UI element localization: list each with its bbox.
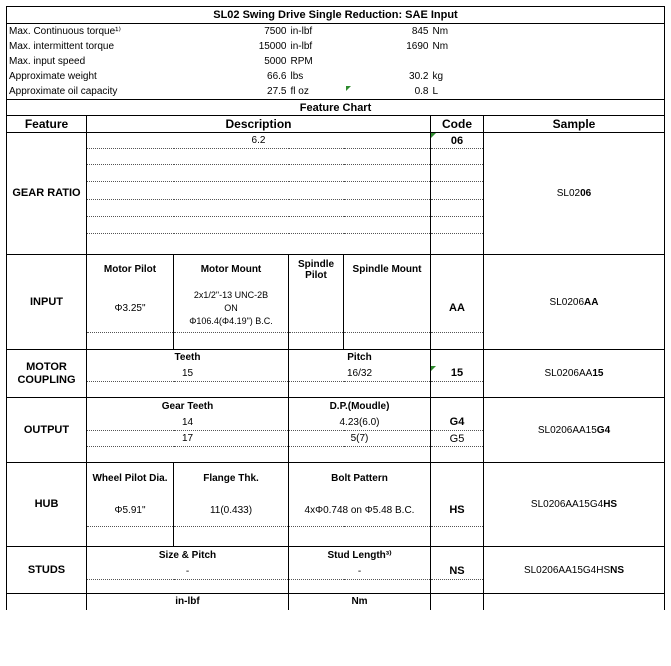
feature-input: INPUT <box>7 255 87 350</box>
feature-chart-title-row <box>7 100 665 116</box>
feature-motor-coupling: MOTOR COUPLING <box>7 350 87 398</box>
header-motor-mount: Motor Mount <box>174 255 289 285</box>
output-code: G4 <box>431 415 484 431</box>
header-sample: Sample <box>484 116 665 133</box>
header-dp: D.P.(Moudle) <box>289 398 431 415</box>
feature-hub: HUB <box>7 463 87 547</box>
input-sample: SL0206AA <box>484 255 665 350</box>
header-in-lbf: in-lbf <box>87 594 289 610</box>
spec-unit-metric: L <box>432 86 439 97</box>
input-header-row <box>7 255 665 285</box>
spindle-pilot-value <box>289 285 344 333</box>
spec-value-metric: 0.8 <box>344 84 431 100</box>
gear-ratio-code: 06 <box>431 133 484 149</box>
studs-sample: SL0206AA15G4HSNS <box>484 547 665 594</box>
spec-unit-metric: Nm <box>432 41 449 52</box>
hub-code: HS <box>431 495 484 527</box>
spindle-mount-value <box>344 285 431 333</box>
spec-value-imperial: 27.5 <box>174 84 289 100</box>
spec-label: Approximate oil capacity <box>7 84 174 100</box>
input-code: AA <box>431 285 484 333</box>
header-gear-teeth: Gear Teeth <box>87 398 289 415</box>
spec-value-imperial: 7500 <box>264 26 287 37</box>
bolt-pattern-value: 4xΦ0.748 on Φ5.48 B.C. <box>289 495 431 527</box>
spec-unit-imperial: fl oz <box>290 86 309 97</box>
spec-value-imperial: 15000 <box>258 41 287 52</box>
feature-chart-title: Feature Chart <box>7 100 665 116</box>
comment-marker-icon <box>346 86 351 91</box>
feature-studs: STUDS <box>7 547 87 594</box>
header-motor-pilot: Motor Pilot <box>87 255 174 285</box>
output-dp-value: 4.23(6.0) <box>289 415 431 431</box>
header-description: Description <box>87 116 431 133</box>
spec-row <box>7 84 665 100</box>
motor-coupling-sample: SL0206AA15 <box>484 350 665 398</box>
torque-header-row <box>7 594 665 610</box>
spec-label: Approximate weight <box>7 69 174 84</box>
header-pitch: Pitch <box>289 350 431 366</box>
output-dp-value: 5(7) <box>289 431 431 447</box>
header-stud-length: Stud Length³⁾ <box>289 547 431 564</box>
spec-unit-imperial: lbs <box>290 71 304 82</box>
header-spindle-mount: Spindle Mount <box>344 255 431 285</box>
motor-coupling-header-row <box>7 350 665 366</box>
spec-unit-metric: Nm <box>432 26 449 37</box>
header-feature: Feature <box>7 116 87 133</box>
gear-ratio-row <box>7 133 665 149</box>
spec-unit-metric: kg <box>432 71 444 82</box>
spec-table <box>6 6 665 610</box>
coupling-pitch-value: 16/32 <box>289 366 431 382</box>
hub-sample: SL0206AA15G4HS <box>484 463 665 547</box>
header-spindle-pilot: Spindle Pilot <box>289 255 344 285</box>
spec-row <box>7 54 665 69</box>
studs-code: NS <box>431 564 484 580</box>
spec-value-metric <box>344 54 431 69</box>
gear-ratio-value: 6.2 <box>87 133 431 149</box>
feature-output: OUTPUT <box>7 398 87 463</box>
output-sample: SL0206AA15G4 <box>484 398 665 463</box>
column-header-row <box>7 116 665 133</box>
spec-value-metric: 30.2 <box>409 71 429 82</box>
spec-unit-imperial: in-lbf <box>290 41 313 52</box>
header-teeth: Teeth <box>87 350 289 366</box>
output-teeth-value: 17 <box>87 431 289 447</box>
header-wheel-pilot: Wheel Pilot Dia. <box>87 463 174 495</box>
flange-thk-value: 11(0.433) <box>174 495 289 527</box>
wheel-pilot-value: Φ5.91" <box>87 495 174 527</box>
motor-mount-value: 2x1/2"-13 UNC-2B ON Φ106.4(Φ4.19") B.C. <box>174 285 289 333</box>
header-flange-thk: Flange Thk. <box>174 463 289 495</box>
header-bolt-pattern: Bolt Pattern <box>289 463 431 495</box>
feature-gear-ratio: GEAR RATIO <box>7 133 87 255</box>
spec-row <box>7 24 665 40</box>
motor-coupling-code: 15 <box>431 366 484 382</box>
output-header-row <box>7 398 665 415</box>
spec-sheet <box>6 6 664 610</box>
spec-row <box>7 39 665 54</box>
spec-unit-metric <box>431 54 484 69</box>
page-title: SL02 Swing Drive Single Reduction: SAE Input <box>7 7 665 24</box>
spec-label: Max. intermittent torque <box>7 39 174 54</box>
spec-row <box>7 69 665 84</box>
coupling-teeth-value: 15 <box>87 366 289 382</box>
header-size-pitch: Size & Pitch <box>87 547 289 564</box>
output-teeth-value: 14 <box>87 415 289 431</box>
title-row <box>7 7 665 24</box>
spec-value-imperial: 5000 <box>264 56 287 67</box>
header-nm: Nm <box>289 594 431 610</box>
stud-length-value: - <box>289 564 431 580</box>
motor-pilot-value: Φ3.25" <box>87 285 174 333</box>
spec-value-metric: 845 <box>411 26 429 37</box>
studs-header-row <box>7 547 665 564</box>
spec-value-imperial: 66.6 <box>174 69 289 84</box>
spec-label: Max. Continuous torque¹⁾ <box>7 24 174 40</box>
spec-unit-imperial: in-lbf <box>290 26 313 37</box>
spec-unit-imperial: RPM <box>290 56 313 67</box>
hub-header-row <box>7 463 665 495</box>
header-code: Code <box>431 116 484 133</box>
spec-value-metric: 1690 <box>406 41 429 52</box>
stud-size-value: - <box>87 564 289 580</box>
gear-ratio-sample: SL0206 <box>484 133 665 255</box>
spec-label: Max. input speed <box>7 54 174 69</box>
output-code: G5 <box>431 431 484 447</box>
